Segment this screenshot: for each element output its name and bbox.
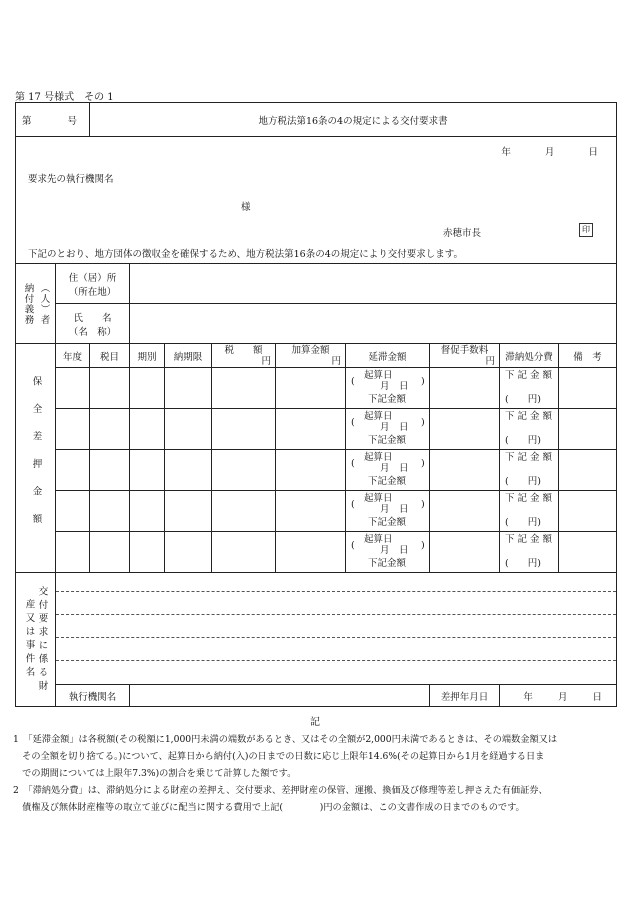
name-label-cell <box>56 304 130 344</box>
note-line: その全額を切り捨てる。)について、起算日から納付(入)の日までの日数に応じ上限年14.6%(その起算日から1月を経過する日ま <box>13 751 545 762</box>
amount-row <box>16 409 617 450</box>
col-header-reminder-fee: 督促手数料 円 <box>430 344 500 368</box>
date-day: 日 <box>588 147 599 158</box>
ki-marker: 記 <box>310 717 320 728</box>
delay-cell: ( 起算日 ) 月 日 下記金額 <box>346 450 430 491</box>
date-line <box>501 144 598 158</box>
number-suffix: 号 <box>67 115 77 127</box>
agency-value[interactable] <box>130 685 430 707</box>
delay-cell: ( 起算日 ) 月 日 下記金額 <box>346 368 430 409</box>
address-sub: （所在地） <box>68 286 117 298</box>
taxpayer-side-label-a: 納付義務 <box>22 282 34 325</box>
note-line: での期間については上限年7.3%)の割合を乗じて計算した額です。 <box>13 768 297 779</box>
document-title: 地方税法第16条の4の規定による交付要求書 <box>90 103 617 137</box>
amounts-side-label-cell <box>16 344 56 573</box>
note-line: 債権及び無体財産権等の取立て並びに配当に関する費用で上記( )円の金額は、この文書作成の日までのものです。 <box>13 802 525 813</box>
col-header-additional: 加算金額 円 <box>276 344 346 368</box>
col-header-due-date: 納期限 <box>165 344 212 368</box>
process-fee-cell: 下 記 金 額 ( 円) <box>500 368 559 409</box>
name-sub: （名 称） <box>68 326 117 338</box>
process-fee-cell: 下 記 金 額 ( 円) <box>500 532 559 573</box>
amount-row <box>16 368 617 409</box>
delay-cell: ( 起算日 ) 月 日 下記金額 <box>346 532 430 573</box>
note-line: 2 「滞納処分費」は、滞納処分による財産の差押え、交付要求、差押財産の保管、運搬、換価及び修理等差し押さえた有価証券、 <box>13 785 548 796</box>
seal-icon: 印 <box>579 223 593 237</box>
address-label: 住（居）所 <box>68 272 117 284</box>
note-line: 1 「延滞金額」は各税額(その税額に1,000円未満の端数があるとき、又はその全額が2,000円未満であるときは、その端数金額又は <box>13 734 558 745</box>
col-header-delay: 延滞金額 <box>346 344 430 368</box>
form-number: 第 17 号様式 その 1 <box>15 92 114 103</box>
seal-stamp <box>579 223 593 237</box>
property-side-label-cell <box>16 573 56 707</box>
addressee-block <box>16 137 617 264</box>
number-prefix: 第 <box>22 115 32 127</box>
seizure-date-value[interactable]: 年 月 日 <box>500 685 617 707</box>
name-label: 氏 名 <box>73 312 112 324</box>
amount-row <box>16 450 617 491</box>
amount-row <box>16 532 617 573</box>
taxpayer-side-label-b: （人）者 <box>38 282 50 325</box>
issuer-name: 赤穂市長 <box>443 228 482 239</box>
amount-row <box>16 491 617 532</box>
col-header-remarks: 備 考 <box>559 344 617 368</box>
date-year: 年 <box>501 147 511 158</box>
col-header-period: 期別 <box>130 344 165 368</box>
col-header-tax-amount: 税 額 円 <box>212 344 276 368</box>
col-header-year: 年度 <box>56 344 90 368</box>
col-header-process-fee: 滞納処分費 <box>500 344 559 368</box>
addressee-label: 要求先の執行機関名 <box>28 174 114 185</box>
delay-cell: ( 起算日 ) 月 日 下記金額 <box>346 409 430 450</box>
process-fee-cell: 下 記 金 額 ( 円) <box>500 450 559 491</box>
honorific: 様 <box>241 202 251 213</box>
notes <box>13 731 623 816</box>
document-number-cell <box>16 103 90 137</box>
seizure-date-label: 差押年月日 <box>430 685 500 707</box>
process-fee-cell: 下 記 金 額 ( 円) <box>500 491 559 532</box>
address-value[interactable] <box>130 264 617 304</box>
col-header-tax-item: 税目 <box>90 344 130 368</box>
taxpayer-side-label <box>16 264 56 344</box>
amounts-side-label: 保全差押金額 <box>30 375 42 541</box>
name-value[interactable] <box>130 304 617 344</box>
date-month: 月 <box>544 147 555 158</box>
intro-text: 下記のとおり、地方団体の徴収金を確保するため、地方税法第16条の4の規定により交付要求します。 <box>28 249 463 260</box>
delay-cell: ( 起算日 ) 月 日 下記金額 <box>346 491 430 532</box>
process-fee-cell: 下 記 金 額 ( 円) <box>500 409 559 450</box>
address-label-cell <box>56 264 130 304</box>
request-form-table <box>15 102 617 707</box>
property-lines[interactable] <box>56 573 617 685</box>
agency-label: 執行機関名 <box>56 685 130 707</box>
property-side-label: 交付要求に係る財産又は事件名 <box>23 585 48 694</box>
